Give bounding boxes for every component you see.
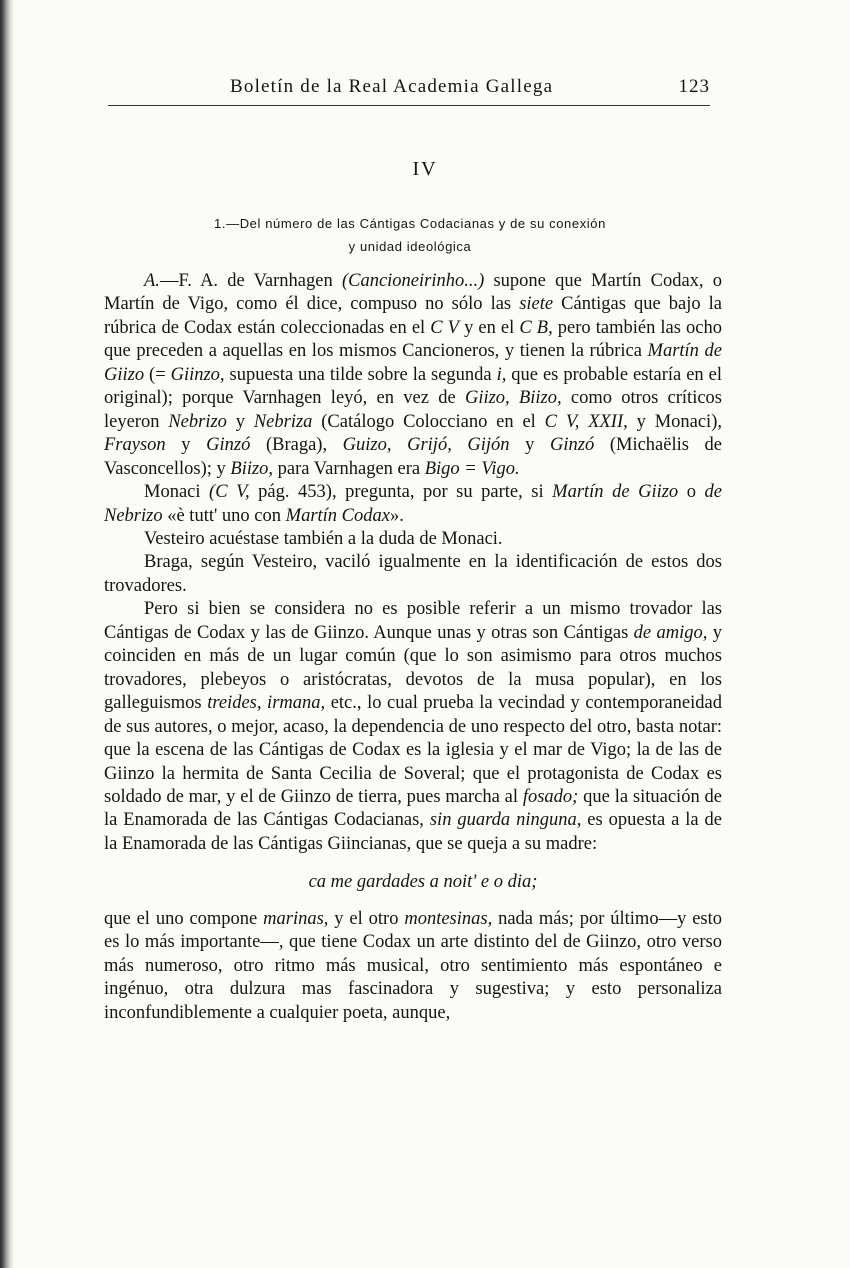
page-number: 123 xyxy=(678,76,710,97)
paragraph-1: A.—F. A. de Varnhagen (Cancioneirinho...) supone que Martín Codax, o Martín de Vigo, como él dice, compuso no sólo las siete Cántigas que bajo la rúbrica de Codax están coleccionadas en el C V y en el C B, pero también las ocho que preceden a aquellas en los mismos Cancioneros, y tienen la rúbrica Martín de Giizo (= Giinzo, supuesta una tilde sobre la segunda i, que es probable estaría en el original); porque Varnhagen leyó, en vez de Giizo, Biizo, como otros críticos leyeron Nebrizo y Nebriza (Catálogo Colocciano en el C V, XXII, y Monaci), Frayson y Ginzó (Braga), Guizo, Grijó, Gijón y Ginzó (Michaëlis de Vasconcellos); y Biizo, para Varnhagen era Bigo = Vigo. xyxy=(104,271,723,479)
running-header xyxy=(108,76,710,106)
header-rule xyxy=(108,105,710,106)
paragraph-2: Monaci (C V, pág. 453), pregunta, por su parte, si Martín de Giizo o de Nebrizo «è tutt' uno con Martín Codax». xyxy=(104,482,722,526)
journal-title: Boletín de la Real Academia Gallega xyxy=(230,76,554,97)
book-binding-edge xyxy=(0,0,14,1268)
section-heading-line-1: 1.—Del número de las Cántigas Codacianas y de su conexión xyxy=(214,216,606,231)
body-text xyxy=(104,270,722,1025)
verse-quotation: ca me gardades a noit' e o dia; xyxy=(308,872,538,893)
section-heading xyxy=(140,212,680,258)
paragraph-5: Pero si bien se considera no es posible referir a un mismo trovador las Cántigas de Codax y las de Giinzo. Aunque unas y otras son Cántigas de amigo, y coinciden en más de un lugar común (que lo son asimismo para otros muchos trovadores, plebeyos o aristócratas, devotos de la musa popular), en los galleguismos treides, irmana, etc., lo cual prueba la vecindad y contemporaneidad de sus autores, o mejor, acaso, la dependencia de uno respecto del otro, basta notar: que la escena de las Cántigas de Codax es la iglesia y el mar de Vigo; la de las de Giinzo la hermita de Santa Cecilia de Soveral; que el protagonista de Codax es soldado de mar, y el de Giinzo de tierra, pues marcha al fosado; que la situación de la Enamorada de las Cántigas Codacianas, sin guarda ninguna, es opuesta a la de la Enamorada de las Cántigas Giincianas, que se queja a su madre: xyxy=(104,599,723,854)
paragraph-6: que el uno compone marinas, y el otro montesinas, nada más; por último—y esto es lo más importante—, que tiene Codax un arte distinto del de Giinzo, otro verso más numeroso, otro ritmo más musical, otro sentimiento más espontáneo e ingénuo, otra dulzura mas fascinadora y sugestiva; y esto personaliza inconfundiblemente a cualquier poeta, aunque, xyxy=(104,908,722,1023)
section-number: IV xyxy=(412,158,438,180)
paragraph-3: Vesteiro acuéstase también a la duda de Monaci. xyxy=(144,528,503,549)
section-heading-line-2: y unidad ideológica xyxy=(348,239,472,254)
paragraph-4: Braga, según Vesteiro, vaciló igualmente en la identificación de estos dos trovadores. xyxy=(104,552,722,596)
